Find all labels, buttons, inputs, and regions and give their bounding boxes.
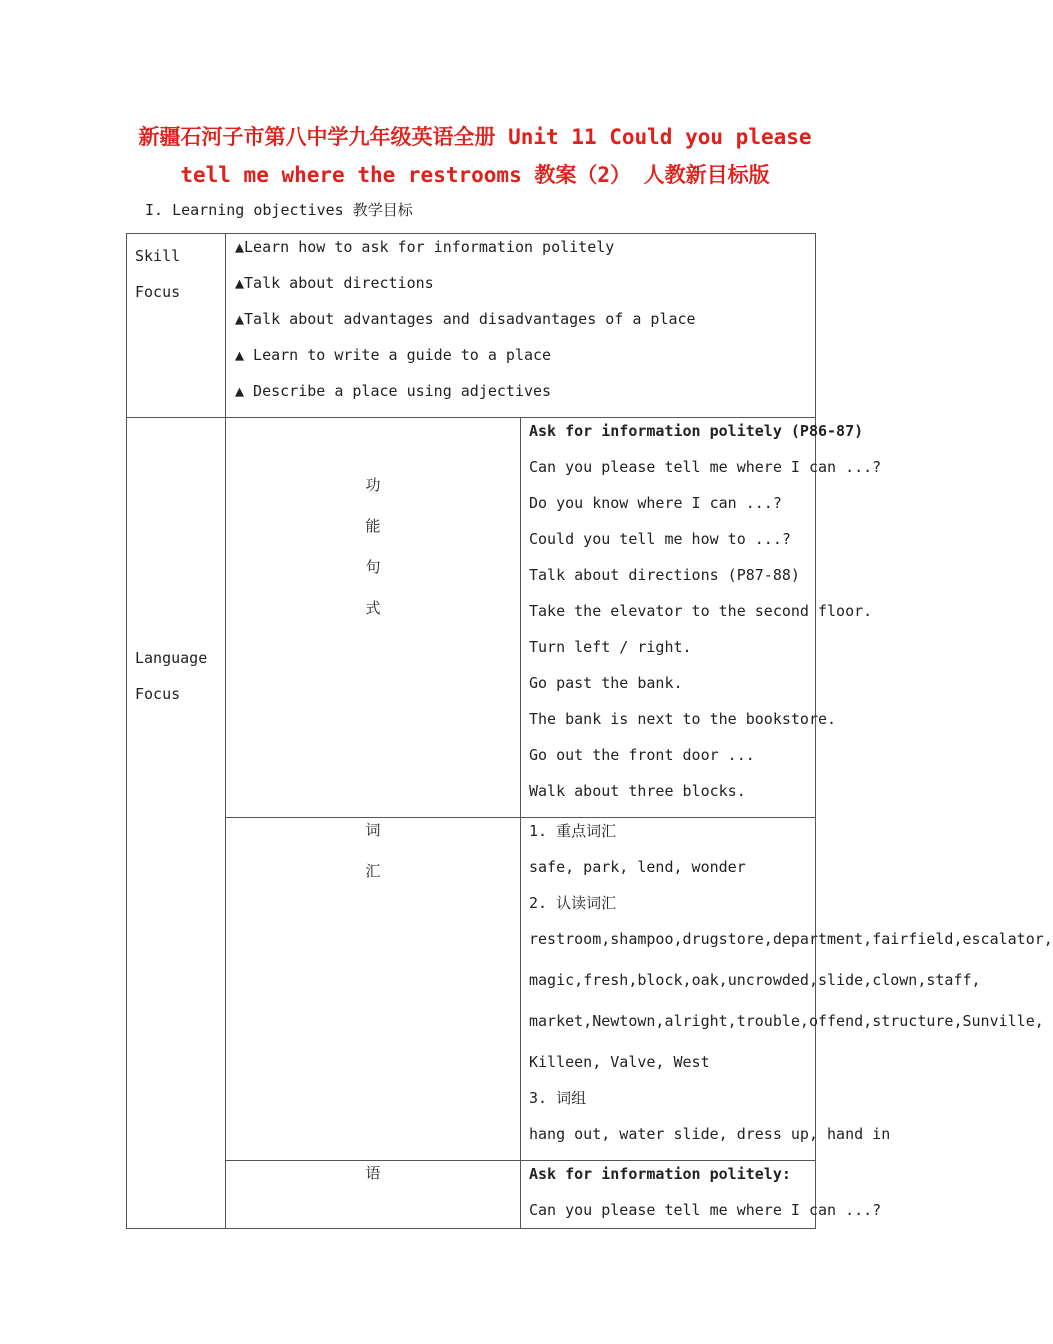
functional-line: Turn left / right. [529,638,692,656]
functional-line: The bank is next to the bookstore. [529,710,837,728]
reading-words-row: Killeen, Valve, West [529,1053,710,1071]
vocab-heading: 2. 认读词汇 [529,894,617,912]
skill-focus-label-cell [127,234,226,418]
grammar-label-cell [226,1161,521,1229]
vocabulary-label: 词 汇 [365,821,381,880]
skill-item: ▲Talk about advantages and disadvantages of a place [235,310,696,328]
objectives-table [126,233,1053,1229]
vocabulary-content [521,818,1053,1161]
grammar-row [127,1161,816,1229]
skill-focus-content [226,234,816,418]
grammar-line: Can you please tell me where I can ...? [529,1201,882,1219]
skill-item: ▲ Describe a place using adjectives [235,382,552,400]
skill-item: ▲Talk about directions [235,274,434,292]
reading-words-row: market, Newtown, alright, trouble, offend, structure, Sunville, [529,1012,1044,1030]
title-line-2: tell me where the restrooms 教案（2） 人教新目标版 [180,163,770,187]
functional-line: Ask for information politely (P86-87) [529,422,864,440]
language-focus-label-cell [127,418,226,1229]
functional-label: 功 能 句 式 [365,476,381,617]
language-focus-label: Language Focus [135,649,208,703]
reading-words-row: magic, fresh, block, oak, uncrowded, slide, clown, staff, [529,971,981,989]
phrases: hang out, water slide, dress up, hand in [529,1125,891,1143]
vocab-heading: 1. 重点词汇 [529,822,617,840]
functional-line: Walk about three blocks. [529,782,746,800]
functional-row [127,418,816,818]
functional-line: Could you tell me how to ...? [529,530,791,548]
functional-line: Talk about directions (P87-88) [529,566,800,584]
grammar-heading: Ask for information politely: [529,1165,791,1183]
functional-line: Go out the front door ... [529,746,755,764]
key-words: safe, park, lend, wonder [529,858,746,876]
grammar-content [521,1161,882,1229]
document-title [60,118,890,194]
vocabulary-label-cell [226,818,521,1161]
functional-line: Can you please tell me where I can ...? [529,458,882,476]
functional-label-cell [226,418,521,818]
skill-focus-row [127,234,816,418]
skill-focus-label: Skill Focus [135,247,181,301]
functional-line: Take the elevator to the second floor. [529,602,873,620]
functional-line: Go past the bank. [529,674,683,692]
grammar-label: 语 [365,1164,381,1182]
skill-item: ▲ Learn to write a guide to a place [235,346,552,364]
title-line-1: 新疆石河子市第八中学九年级英语全册 Unit 11 Could you please [138,125,812,149]
functional-line: Do you know where I can ...? [529,494,782,512]
skill-item: ▲Learn how to ask for information politely [235,238,615,256]
vocabulary-row [127,818,816,1161]
section-heading: I. Learning objectives 教学目标 [145,201,413,219]
vocab-heading: 3. 词组 [529,1089,587,1107]
reading-words-row: restroom, shampoo, drugstore, department, fairfield, escalator, [529,930,1053,948]
functional-content [521,418,882,818]
